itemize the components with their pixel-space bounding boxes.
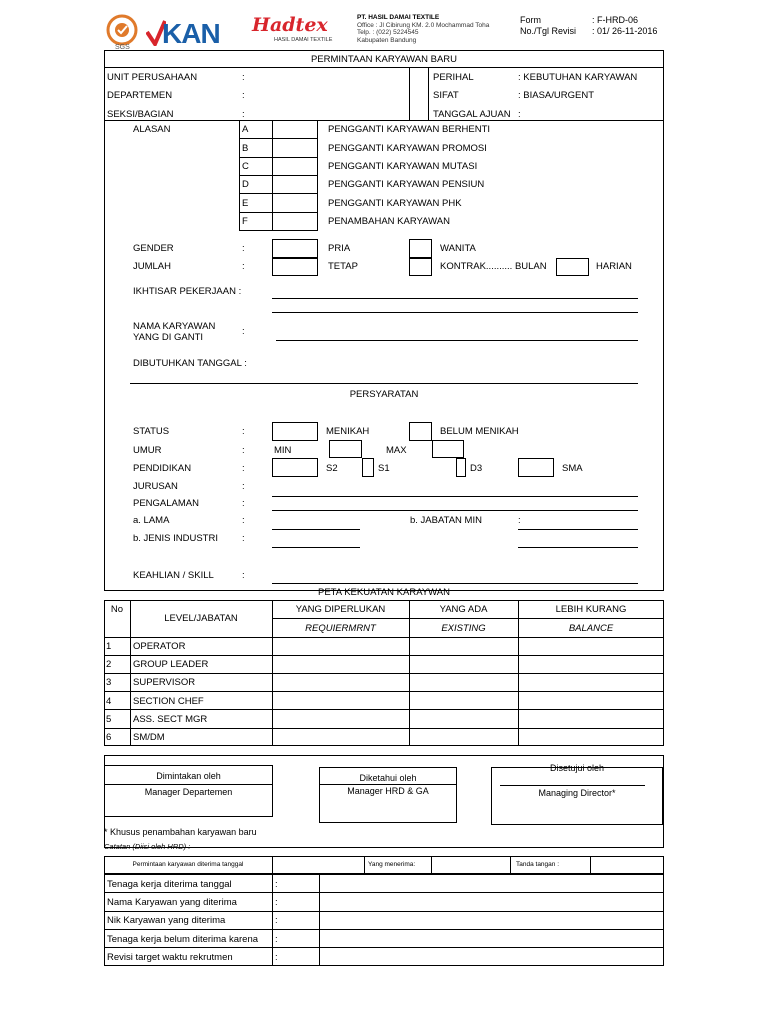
kan-logo-text: KAN xyxy=(162,18,220,49)
pengalaman-colon: : xyxy=(242,498,245,509)
gender-label: GENDER xyxy=(133,243,174,254)
umur-max-field[interactable] xyxy=(432,440,464,458)
alasan-code-e: E xyxy=(242,198,249,209)
hrd-row-label: Tenaga kerja diterima tanggal xyxy=(107,879,232,890)
status-checkbox[interactable] xyxy=(272,422,318,441)
form-title: PERMINTAAN KARYAWAN BARU xyxy=(310,54,458,65)
ikhtisar-label: IKHTISAR PEKERJAAN : xyxy=(133,286,242,297)
sma-checkbox[interactable] xyxy=(518,458,554,477)
hrd-row-label: Nik Karyawan yang diterima xyxy=(107,915,226,926)
pengalaman-line-2[interactable] xyxy=(272,510,638,511)
jumlah-colon: : xyxy=(242,261,245,272)
alasan-text-b: PENGGANTI KARYAWAN PROMOSI xyxy=(328,143,487,154)
d3-checkbox[interactable] xyxy=(456,458,466,477)
perihal-label: PERIHAL xyxy=(433,72,474,83)
table-row-level: SM/DM xyxy=(133,732,165,743)
perihal-value: : KEBUTUHAN KARYAWAN xyxy=(518,72,638,83)
col-yd-header: YANG DIPERLUKAN xyxy=(295,604,386,615)
s2-checkbox[interactable] xyxy=(272,458,318,477)
jenis-industri-colon: : xyxy=(242,533,245,544)
unit-colon: : xyxy=(242,72,245,83)
nama-karyawan-line[interactable] xyxy=(276,340,638,341)
hrd-row-colon: : xyxy=(275,915,278,926)
sifat-value: : BIASA/URGENT xyxy=(518,90,595,101)
lama-line[interactable] xyxy=(272,529,360,530)
col-no-header: No xyxy=(110,604,124,615)
tanggal-ajuan-value: : xyxy=(518,109,521,120)
col-ya-header: YANG ADA xyxy=(439,604,488,615)
table-row-no: 4 xyxy=(106,696,112,707)
pendidikan-colon: : xyxy=(242,463,245,474)
alasan-code-b: B xyxy=(242,143,249,154)
wanita-checkbox[interactable] xyxy=(409,239,432,258)
company-address-1: Office : Jl Cibirung KM. 2.0 Mochammad Toha xyxy=(357,22,490,29)
s2-label: S2 xyxy=(326,463,338,474)
table-row-no: 5 xyxy=(106,714,112,725)
alasan-text-c: PENGGANTI KARYAWAN MUTASI xyxy=(328,161,478,172)
revision-value: : 01/ 26-11-2016 xyxy=(592,26,658,36)
persyaratan-title: PERSYARATAN xyxy=(349,389,419,400)
sma-label: SMA xyxy=(562,463,583,474)
pria-label: PRIA xyxy=(328,243,351,254)
harian-label: HARIAN xyxy=(596,261,632,272)
umur-label: UMUR xyxy=(133,445,162,456)
keahlian-line[interactable] xyxy=(272,583,638,584)
sgs-logo-text: SGS xyxy=(115,44,130,51)
catatan-note: Catatan (Diisi oleh HRD) : xyxy=(104,842,191,851)
table-row-no: 3 xyxy=(106,677,112,688)
received-by-label: Yang menerima: xyxy=(368,861,416,868)
keahlian-label: KEAHLIAN / SKILL xyxy=(133,570,214,581)
tanggal-ajuan-label: TANGGAL AJUAN xyxy=(433,109,511,120)
alasan-text-f: PENAMBAHAN KARYAWAN xyxy=(328,216,450,227)
alasan-text-e: PENGGANTI KARYAWAN PHK xyxy=(328,198,462,209)
revision-label: No./Tgl Revisi xyxy=(520,26,577,36)
nama-karyawan-label-2: YANG DI GANTI xyxy=(133,332,204,343)
approved-by-role: Managing Director* xyxy=(538,788,616,798)
pengalaman-label: PENGALAMAN xyxy=(133,498,199,509)
alasan-code-c: C xyxy=(242,161,249,172)
jabatan-min-line[interactable] xyxy=(518,529,638,530)
sgs-logo xyxy=(104,14,140,52)
umur-min-field[interactable] xyxy=(329,440,362,458)
s1-label: S1 xyxy=(378,463,390,474)
table-row-no: 2 xyxy=(106,659,112,670)
umur-colon: : xyxy=(242,445,245,456)
menikah-label: MENIKAH xyxy=(326,426,370,437)
status-label: STATUS xyxy=(133,426,170,437)
jurusan-label: JURUSAN xyxy=(133,481,178,492)
hrd-row-label: Revisi target waktu rekrutmen xyxy=(107,952,233,963)
requested-by-role: Manager Departemen xyxy=(144,787,233,797)
col-ya-subheader: EXISTING xyxy=(441,623,486,634)
jenis-industri-line[interactable] xyxy=(272,547,360,548)
umur-min-label: MIN xyxy=(274,445,292,456)
signature-label: Tanda tangan : xyxy=(516,861,560,868)
table-row-level: GROUP LEADER xyxy=(133,659,209,670)
section-colon: : xyxy=(242,109,245,120)
d3-label: D3 xyxy=(470,463,483,474)
alasan-text-d: PENGGANTI KARYAWAN PENSIUN xyxy=(328,179,485,190)
unit-label: UNIT PERUSAHAAN xyxy=(107,72,198,83)
col-yd-subheader: REQUIERMRNT xyxy=(305,623,376,634)
jabatan-colon: : xyxy=(518,515,521,526)
kontrak-checkbox[interactable] xyxy=(556,258,589,276)
approved-by-title: Disetujui oleh xyxy=(549,763,605,773)
requested-by-title: Dimintakan oleh xyxy=(156,771,221,781)
keahlian-colon: : xyxy=(242,570,245,581)
pendidikan-label: PENDIDIKAN xyxy=(133,463,192,474)
khusus-note: * Khusus penambahan karyawan baru xyxy=(104,827,257,837)
belum-menikah-checkbox[interactable] xyxy=(409,422,432,441)
nama-colon: : xyxy=(242,326,245,337)
hrd-row-colon: : xyxy=(275,952,278,963)
table-row-level: SECTION CHEF xyxy=(133,696,204,707)
hrd-row-label: Nama Karyawan yang diterima xyxy=(107,897,237,908)
umur-max-label: MAX xyxy=(386,445,407,456)
table-row-level: ASS. SECT MGR xyxy=(133,714,208,725)
alasan-code-f: F xyxy=(242,216,248,227)
wanita-label: WANITA xyxy=(440,243,476,254)
jabatan-min-label: b. JABATAN MIN xyxy=(410,515,482,526)
nama-karyawan-label-1: NAMA KARYAWAN xyxy=(133,321,216,332)
dibutuhkan-label: DIBUTUHKAN TANGGAL : xyxy=(133,358,247,369)
lama-label: a. LAMA xyxy=(133,515,170,526)
form-value: : F-HRD-06 xyxy=(592,15,639,25)
ikhtisar-line-2[interactable] xyxy=(272,312,638,313)
table-row-no: 1 xyxy=(106,641,112,652)
section-label: SEKSI/BAGIAN xyxy=(107,109,174,120)
ikhtisar-line-1[interactable] xyxy=(272,298,638,299)
alasan-text-a: PENGGANTI KARYAWAN BERHENTI xyxy=(328,124,491,135)
company-address-3: Kabupaten Bandung xyxy=(357,37,417,44)
jumlah-label: JUMLAH xyxy=(133,261,172,272)
sifat-label: SIFAT xyxy=(433,90,459,101)
form-label: Form xyxy=(520,15,541,25)
received-date-label: Permintaan karyawan diterima tanggal xyxy=(132,861,244,868)
tetap-checkbox[interactable] xyxy=(409,258,432,276)
belum-menikah-label: BELUM MENIKAH xyxy=(440,426,519,437)
hadtex-logo-subtitle: HASIL DAMAI TEXTILE xyxy=(274,37,333,43)
hrd-row-colon: : xyxy=(275,879,278,890)
company-address-2: Telp. : (022) 5224545 xyxy=(357,29,419,36)
hrd-row-colon: : xyxy=(275,934,278,945)
department-colon: : xyxy=(242,90,245,101)
table-row-level: OPERATOR xyxy=(133,641,186,652)
title-divider xyxy=(104,67,664,68)
s1-checkbox[interactable] xyxy=(362,458,374,477)
alasan-code-d: D xyxy=(242,179,249,190)
hadtex-logo-text: Hadtex xyxy=(252,14,328,36)
table-row-no: 6 xyxy=(106,732,112,743)
alasan-code-a: A xyxy=(242,124,249,135)
alasan-label: ALASAN xyxy=(133,124,171,135)
department-label: DEPARTEMEN xyxy=(107,90,173,101)
gender-colon: : xyxy=(242,243,245,254)
peta-title: PETA KEKUATAN KARAYWAN xyxy=(318,587,450,598)
jenis-industri-line-2[interactable] xyxy=(518,547,638,548)
col-lk-subheader: BALANCE xyxy=(568,623,614,634)
jenis-industri-label: b. JENIS INDUSTRI xyxy=(133,533,218,544)
pengalaman-line-1[interactable] xyxy=(272,496,638,497)
acknowledged-by-role: Manager HRD & GA xyxy=(347,786,429,796)
gender-checkbox[interactable] xyxy=(272,239,318,258)
hrd-row-colon: : xyxy=(275,897,278,908)
status-colon: : xyxy=(242,426,245,437)
col-lk-header: LEBIH KURANG xyxy=(555,604,627,615)
tetap-label: TETAP xyxy=(328,261,358,272)
col-level-header: LEVEL/JABATAN xyxy=(164,613,238,624)
lama-colon: : xyxy=(242,515,245,526)
dibutuhkan-line[interactable] xyxy=(130,383,638,384)
hrd-row-label: Tenaga kerja belum diterima karena xyxy=(107,934,259,945)
acknowledged-by-title: Diketahui oleh xyxy=(359,773,417,783)
company-name: PT. HASIL DAMAI TEXTILE xyxy=(357,14,440,21)
kontrak-label: KONTRAK.......... BULAN xyxy=(440,261,547,272)
jurusan-colon: : xyxy=(242,481,245,492)
jumlah-field[interactable] xyxy=(272,258,318,276)
table-row-level: SUPERVISOR xyxy=(133,677,196,688)
